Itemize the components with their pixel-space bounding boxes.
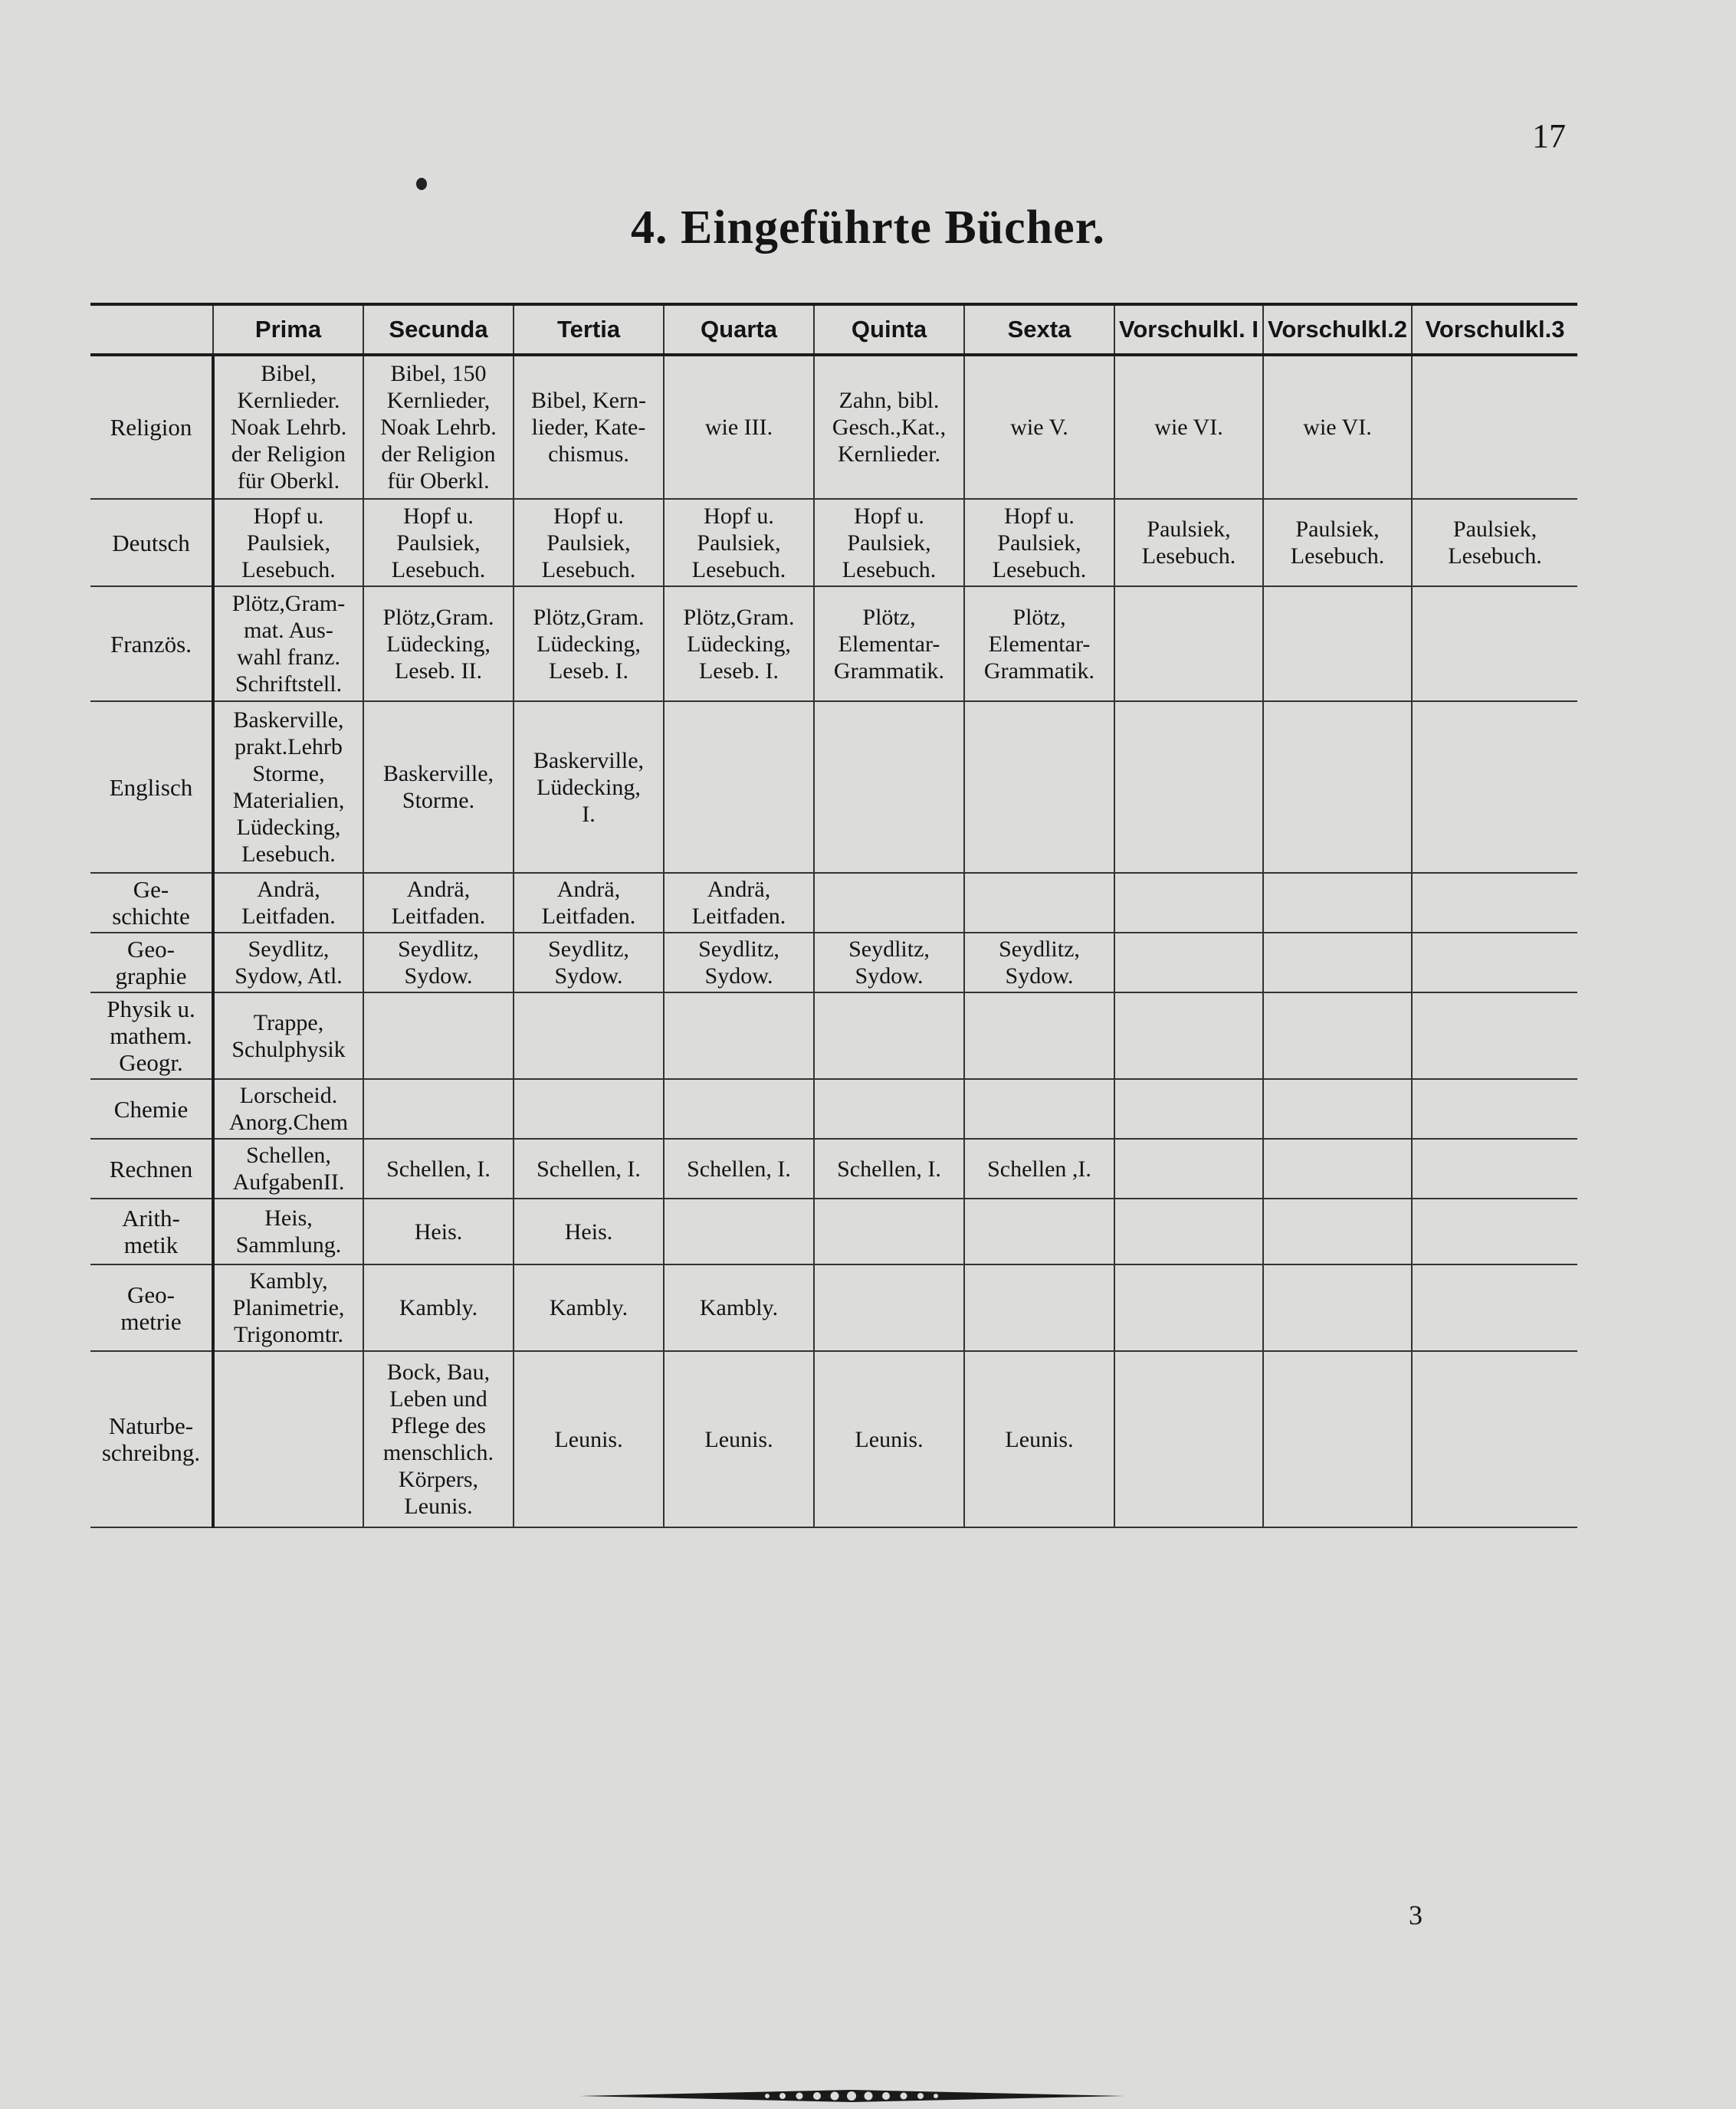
- cell-sexta: [964, 701, 1114, 873]
- cell-vorschulkl-2: [1263, 586, 1412, 701]
- cell-quarta: Kambly.: [664, 1264, 814, 1351]
- cell-secunda: Seydlitz, Sydow.: [363, 933, 514, 992]
- cell-vorschulkl-1: [1114, 992, 1263, 1079]
- cell-secunda: Plötz,Gram. Lüdecking, Leseb. II.: [363, 586, 514, 701]
- cell-vorschulkl-1: [1114, 586, 1263, 701]
- header-vorschulkl-3: Vorschulkl.3: [1412, 304, 1577, 355]
- cell-quarta: Plötz,Gram. Lüdecking, Leseb. I.: [664, 586, 814, 701]
- header-subject: [90, 304, 213, 355]
- cell-quarta: [664, 1079, 814, 1139]
- cell-quinta: [814, 1264, 964, 1351]
- cell-secunda: [363, 992, 514, 1079]
- cell-tertia: Leunis.: [514, 1351, 664, 1527]
- cell-vorschulkl-1: [1114, 1199, 1263, 1264]
- cell-secunda: Kambly.: [363, 1264, 514, 1351]
- cell-vorschulkl-1: [1114, 1079, 1263, 1139]
- cell-quinta: [814, 1199, 964, 1264]
- subject-cell: Englisch: [90, 701, 213, 873]
- header-sexta: Sexta: [964, 304, 1114, 355]
- cell-vorschulkl-1: Paulsiek, Lesebuch.: [1114, 499, 1263, 586]
- cell-prima: Baskerville, prakt.Lehrb Storme, Materialien, Lüdecking, Lesebuch.: [213, 701, 363, 873]
- cell-prima: Schellen, AufgabenII.: [213, 1139, 363, 1199]
- header-prima: Prima: [213, 304, 363, 355]
- cell-tertia: [514, 992, 664, 1079]
- subject-cell: Geo- metrie: [90, 1264, 213, 1351]
- ornamental-rule: [579, 2083, 1124, 2109]
- cell-sexta: Hopf u. Paulsiek, Lesebuch.: [964, 499, 1114, 586]
- cell-secunda: [363, 1079, 514, 1139]
- cell-prima: Heis, Sammlung.: [213, 1199, 363, 1264]
- cell-vorschulkl-3: [1412, 873, 1577, 933]
- cell-secunda: Bibel, 150 Kernlieder, Noak Lehrb. der Religion für Oberkl.: [363, 355, 514, 499]
- cell-sexta: Seydlitz, Sydow.: [964, 933, 1114, 992]
- cell-quinta: Hopf u. Paulsiek, Lesebuch.: [814, 499, 964, 586]
- table-row: [90, 701, 1577, 873]
- table-row: [90, 933, 1577, 992]
- cell-secunda: Heis.: [363, 1199, 514, 1264]
- cell-vorschulkl-1: [1114, 933, 1263, 992]
- cell-secunda: Schellen, I.: [363, 1139, 514, 1199]
- cell-quarta: [664, 701, 814, 873]
- cell-sexta: Plötz, Elementar- Grammatik.: [964, 586, 1114, 701]
- cell-tertia: [514, 1079, 664, 1139]
- cell-vorschulkl-3: [1412, 586, 1577, 701]
- footer-sheet-number: 3: [1409, 1900, 1423, 1930]
- cell-vorschulkl-3: [1412, 355, 1577, 499]
- cell-vorschulkl-2: [1263, 701, 1412, 873]
- cell-prima: Trappe, Schulphysik: [213, 992, 363, 1079]
- cell-sexta: Schellen ,I.: [964, 1139, 1114, 1199]
- table-row: [90, 992, 1577, 1079]
- cell-vorschulkl-1: [1114, 701, 1263, 873]
- header-quarta: Quarta: [664, 304, 814, 355]
- cell-vorschulkl-1: [1114, 1139, 1263, 1199]
- header-tertia: Tertia: [514, 304, 664, 355]
- cell-tertia: Kambly.: [514, 1264, 664, 1351]
- subject-cell: Arith- metik: [90, 1199, 213, 1264]
- cell-vorschulkl-2: [1263, 1139, 1412, 1199]
- cell-sexta: Leunis.: [964, 1351, 1114, 1527]
- cell-sexta: [964, 1199, 1114, 1264]
- cell-vorschulkl-1: [1114, 873, 1263, 933]
- subject-cell: Geo- graphie: [90, 933, 213, 992]
- header-vorschulkl-2: Vorschulkl.2: [1263, 304, 1412, 355]
- header-quinta: Quinta: [814, 304, 964, 355]
- cell-tertia: Hopf u. Paulsiek, Lesebuch.: [514, 499, 664, 586]
- cell-secunda: Bock, Bau, Leben und Pflege des menschlich. Körpers, Leunis.: [363, 1351, 514, 1527]
- cell-prima: Lorscheid. Anorg.Chem: [213, 1079, 363, 1139]
- books-table-container: [90, 303, 1577, 1528]
- cell-vorschulkl-3: [1412, 992, 1577, 1079]
- cell-vorschulkl-3: [1412, 1199, 1577, 1264]
- table-row: [90, 586, 1577, 701]
- cell-vorschulkl-2: [1263, 873, 1412, 933]
- cell-vorschulkl-2: [1263, 933, 1412, 992]
- cell-tertia: Bibel, Kern- lieder, Kate- chismus.: [514, 355, 664, 499]
- subject-cell: Religion: [90, 355, 213, 499]
- cell-prima: Bibel, Kernlieder. Noak Lehrb. der Religion für Oberkl.: [213, 355, 363, 499]
- cell-vorschulkl-3: [1412, 701, 1577, 873]
- table-row: [90, 1351, 1577, 1527]
- page-title: 4. Eingeführte Bücher.: [630, 202, 1106, 254]
- cell-prima: Hopf u. Paulsiek, Lesebuch.: [213, 499, 363, 586]
- cell-vorschulkl-1: [1114, 1264, 1263, 1351]
- cell-vorschulkl-3: [1412, 1139, 1577, 1199]
- cell-secunda: Hopf u. Paulsiek, Lesebuch.: [363, 499, 514, 586]
- header-secunda: Secunda: [363, 304, 514, 355]
- cell-quarta: [664, 992, 814, 1079]
- cell-vorschulkl-2: [1263, 1199, 1412, 1264]
- cell-vorschulkl-2: Paulsiek, Lesebuch.: [1263, 499, 1412, 586]
- cell-prima: Plötz,Gram- mat. Aus- wahl franz. Schriftstell.: [213, 586, 363, 701]
- header-vorschulkl-1: Vorschulkl. I: [1114, 304, 1263, 355]
- cell-vorschulkl-2: [1263, 1351, 1412, 1527]
- table-row: [90, 499, 1577, 586]
- cell-secunda: Andrä, Leitfaden.: [363, 873, 514, 933]
- page-number: 17: [1532, 117, 1566, 155]
- cell-tertia: Plötz,Gram. Lüdecking, Leseb. I.: [514, 586, 664, 701]
- cell-quinta: [814, 1079, 964, 1139]
- table-row: [90, 1199, 1577, 1264]
- cell-quinta: Zahn, bibl. Gesch.,Kat., Kernlieder.: [814, 355, 964, 499]
- table-body: [90, 355, 1577, 1527]
- cell-vorschulkl-2: [1263, 1264, 1412, 1351]
- header-row: [90, 304, 1577, 355]
- cell-vorschulkl-3: [1412, 1351, 1577, 1527]
- cell-sexta: [964, 1264, 1114, 1351]
- cell-secunda: Baskerville, Storme.: [363, 701, 514, 873]
- cell-vorschulkl-2: [1263, 1079, 1412, 1139]
- cell-vorschulkl-3: [1412, 933, 1577, 992]
- cell-vorschulkl-2: wie VI.: [1263, 355, 1412, 499]
- cell-sexta: [964, 873, 1114, 933]
- cell-vorschulkl-3: [1412, 1264, 1577, 1351]
- cell-vorschulkl-1: [1114, 1351, 1263, 1527]
- subject-cell: Chemie: [90, 1079, 213, 1139]
- cell-quarta: Leunis.: [664, 1351, 814, 1527]
- cell-quinta: Plötz, Elementar- Grammatik.: [814, 586, 964, 701]
- cell-quinta: Schellen, I.: [814, 1139, 964, 1199]
- cell-quarta: Hopf u. Paulsiek, Lesebuch.: [664, 499, 814, 586]
- cell-vorschulkl-1: wie VI.: [1114, 355, 1263, 499]
- cell-quarta: Schellen, I.: [664, 1139, 814, 1199]
- cell-sexta: [964, 992, 1114, 1079]
- subject-cell: Physik u. mathem. Geogr.: [90, 992, 213, 1079]
- subject-cell: Naturbe- schreibng.: [90, 1351, 213, 1527]
- cell-vorschulkl-3: Paulsiek, Lesebuch.: [1412, 499, 1577, 586]
- cell-quinta: [814, 992, 964, 1079]
- cell-tertia: Heis.: [514, 1199, 664, 1264]
- cell-quinta: Seydlitz, Sydow.: [814, 933, 964, 992]
- cell-sexta: [964, 1079, 1114, 1139]
- cell-quinta: Leunis.: [814, 1351, 964, 1527]
- cell-prima: [213, 1351, 363, 1527]
- cell-tertia: Andrä, Leitfaden.: [514, 873, 664, 933]
- table-row: [90, 1264, 1577, 1351]
- cell-vorschulkl-2: [1263, 992, 1412, 1079]
- cell-tertia: Baskerville, Lüdecking, I.: [514, 701, 664, 873]
- subject-cell: Deutsch: [90, 499, 213, 586]
- cell-prima: Kambly, Planimetrie, Trigonomtr.: [213, 1264, 363, 1351]
- cell-sexta: wie V.: [964, 355, 1114, 499]
- table-row: [90, 873, 1577, 933]
- table-row: [90, 1139, 1577, 1199]
- table-row: [90, 1079, 1577, 1139]
- cell-vorschulkl-3: [1412, 1079, 1577, 1139]
- subject-cell: Rechnen: [90, 1139, 213, 1199]
- cell-quarta: Andrä, Leitfaden.: [664, 873, 814, 933]
- cell-prima: Andrä, Leitfaden.: [213, 873, 363, 933]
- cell-quarta: Seydlitz, Sydow.: [664, 933, 814, 992]
- table-row: [90, 355, 1577, 499]
- ink-dot: [416, 178, 427, 190]
- cell-tertia: Seydlitz, Sydow.: [514, 933, 664, 992]
- cell-quarta: wie III.: [664, 355, 814, 499]
- subject-cell: Ge- schichte: [90, 873, 213, 933]
- cell-quarta: [664, 1199, 814, 1264]
- cell-quinta: [814, 701, 964, 873]
- cell-prima: Seydlitz, Sydow, Atl.: [213, 933, 363, 992]
- cell-tertia: Schellen, I.: [514, 1139, 664, 1199]
- books-table: [90, 303, 1577, 1528]
- cell-quinta: [814, 873, 964, 933]
- subject-cell: Französ.: [90, 586, 213, 701]
